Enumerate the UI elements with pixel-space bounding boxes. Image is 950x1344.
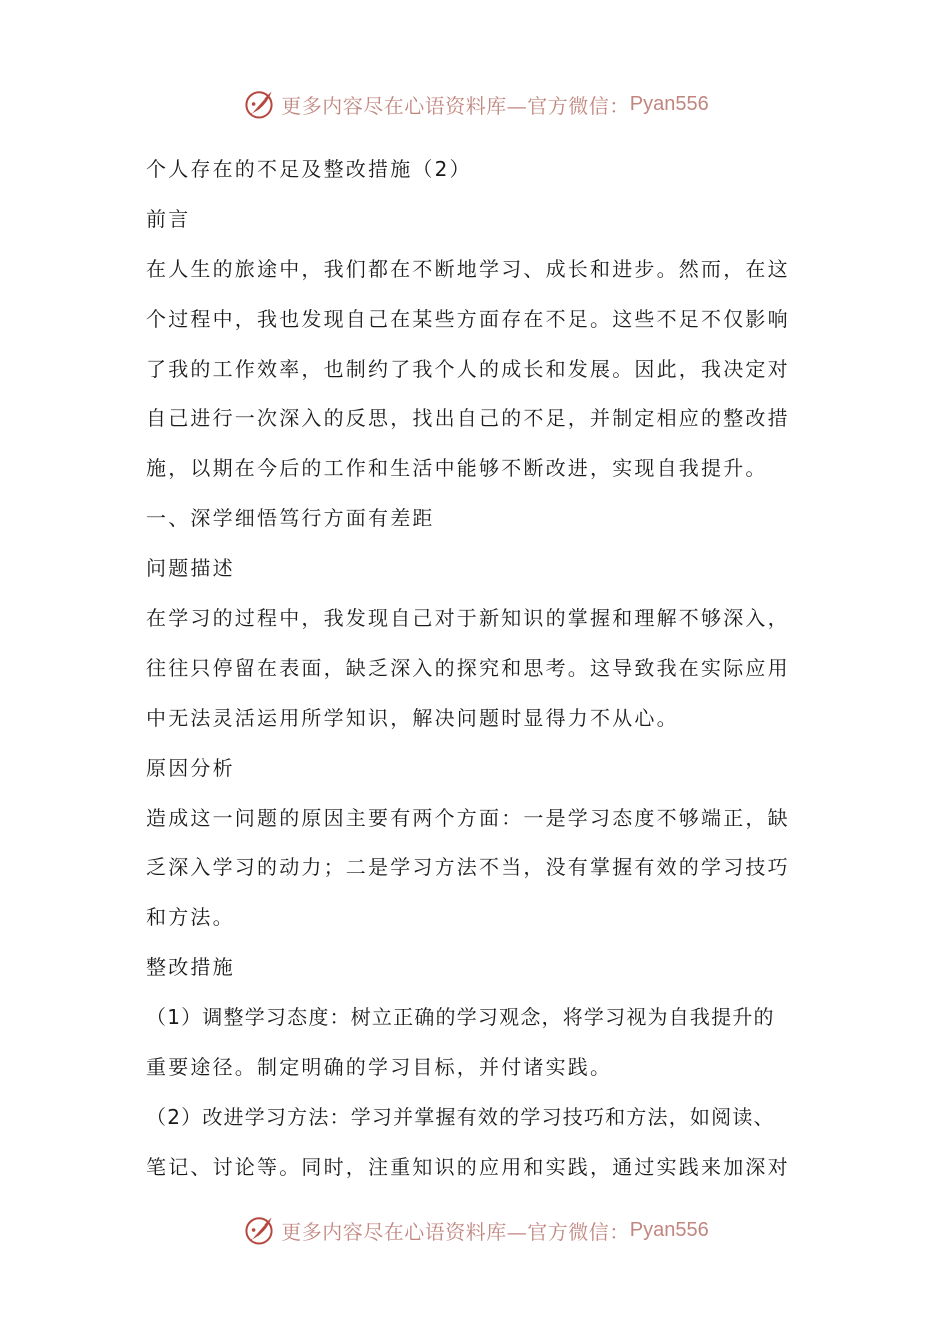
section-heading-1: 一、深学细悟笃行方面有差距 (146, 506, 435, 531)
banner-text: 更多内容尽在心语资料库—官方微信： (281, 93, 630, 118)
paragraph-line: 往往只停留在表面，缺乏深入的探究和思考。这导致我在实际应用 (146, 655, 790, 680)
paragraph-line: 在学习的过程中，我发现自己对于新知识的掌握和理解不够深入， (146, 606, 790, 631)
banner-wechat-id: Pyan556 (629, 1218, 709, 1241)
paragraph-line: 造成这一问题的原因主要有两个方面：一是学习态度不够端正，缺 (146, 805, 790, 830)
paragraph-line: 了我的工作效率，也制约了我个人的成长和发展。因此，我决定对 (146, 356, 790, 381)
paragraph-line: 重要途径。制定明确的学习目标，并付诸实践。 (146, 1055, 613, 1080)
paragraph-line: 笔记、讨论等。同时，注重知识的应用和实践，通过实践来加深对 (146, 1154, 790, 1179)
subheading-problem: 问题描述 (146, 556, 235, 581)
banner-wechat-id: Pyan556 (629, 92, 709, 115)
paragraph-line: 中无法灵活运用所学知识，解决问题时显得力不从心。 (146, 705, 679, 730)
footer-watermark-banner (0, 1208, 950, 1252)
paragraph-line: 自己进行一次深入的反思，找出自己的不足，并制定相应的整改措 (146, 406, 790, 431)
section-heading-preface: 前言 (146, 206, 191, 231)
document-title: 个人存在的不足及整改措施（2） (146, 157, 472, 181)
paragraph-line: 乏深入学习的动力；二是学习方法不当，没有掌握有效的学习技巧 (146, 855, 790, 880)
quill-logo-icon (241, 86, 277, 122)
subheading-cause: 原因分析 (146, 755, 235, 780)
list-item-2: （2）改进学习方法：学习并掌握有效的学习技巧和方法，如阅读、 (146, 1104, 775, 1129)
quill-logo-icon (241, 1212, 277, 1248)
document-body (146, 145, 811, 1193)
paragraph-line: 和方法。 (146, 905, 235, 930)
paragraph-line: 个过程中，我也发现自己在某些方面存在不足。这些不足不仅影响 (146, 306, 790, 331)
list-item-1: （1）调整学习态度：树立正确的学习观念，将学习视为自我提升的 (146, 1005, 775, 1030)
subheading-measures: 整改措施 (146, 955, 235, 980)
paragraph-line: 施，以期在今后的工作和生活中能够不断改进，实现自我提升。 (146, 456, 768, 481)
banner-text: 更多内容尽在心语资料库—官方微信： (281, 1219, 630, 1244)
header-watermark-banner (0, 82, 950, 126)
paragraph-line: 在人生的旅途中，我们都在不断地学习、成长和进步。然而，在这 (146, 256, 790, 281)
